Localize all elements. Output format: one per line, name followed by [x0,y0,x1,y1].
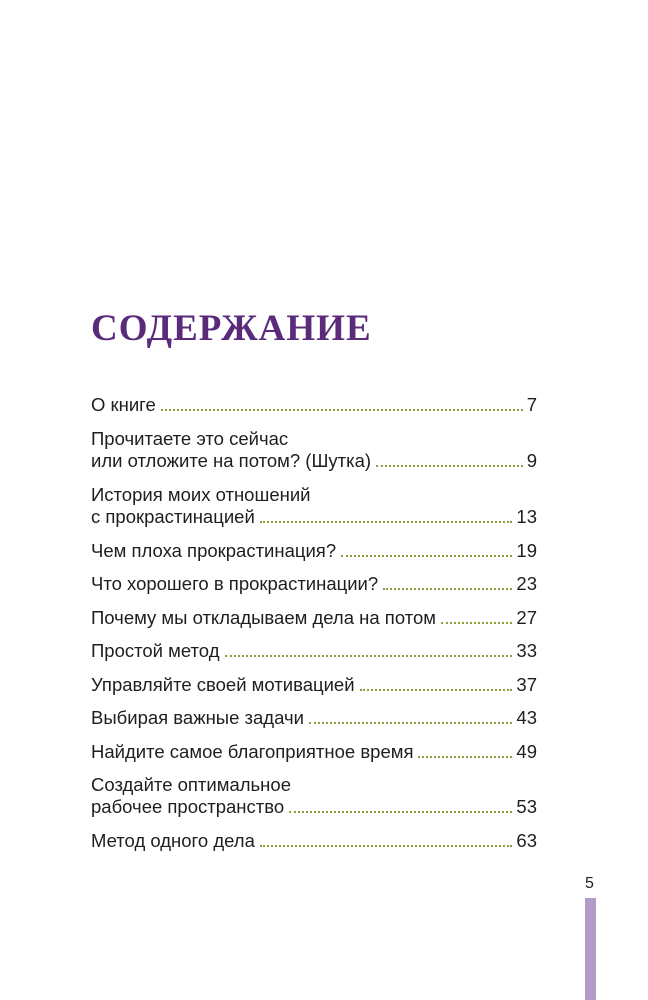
toc-entry-page: 19 [516,539,537,561]
toc-entry-page: 43 [516,707,537,728]
toc-entry-text: рабочее пространство [91,796,285,817]
dot-leader [383,588,512,590]
toc-entry-text: Чем плоха прокрастинация? [91,539,337,561]
toc-list [91,394,537,864]
page-number: 5 [585,875,594,892]
toc-entry-text: Прочитаете это сейчас [91,427,289,449]
dot-leader [260,521,513,523]
dot-leader [260,845,513,847]
toc-entry-text: Метод одного дела [91,830,255,851]
toc-entry[interactable] [91,428,537,472]
toc-entry-text: Создайте оптимальное [91,774,291,795]
toc-entry[interactable] [91,573,537,595]
toc-entry-text: Почему мы откладываем дела на потом [91,606,436,628]
toc-entry-page: 37 [516,673,537,695]
toc-entry-page: 27 [516,606,537,628]
toc-entry[interactable] [91,674,537,696]
toc-entry-text: Управляйте своей мотивацией [91,673,355,695]
toc-entry[interactable] [91,484,537,528]
dot-leader [360,689,513,691]
dot-leader [225,655,513,657]
toc-entry[interactable] [91,394,537,416]
dot-leader [418,756,512,758]
toc-entry[interactable] [91,640,537,662]
toc-entry-text: Выбирая важные задачи [91,707,304,728]
dot-leader [441,622,512,624]
toc-entry[interactable] [91,707,537,729]
toc-entry-text: История моих отношений [91,483,311,505]
toc-entry-page: 13 [516,505,537,527]
toc-entry-page: 33 [516,640,537,661]
dot-leader [309,722,512,724]
toc-title: СОДЕРЖАНИЕ [91,308,372,349]
dot-leader [161,409,523,411]
toc-entry-text: с прокрастинацией [91,505,255,527]
toc-entry-page: 53 [516,796,537,817]
dot-leader [289,811,512,813]
toc-entry[interactable] [91,830,537,852]
toc-entry[interactable] [91,741,537,763]
toc-entry-text: Что хорошего в прокрастинации? [91,573,379,594]
dot-leader [341,555,512,557]
toc-entry-text: Найдите самое благоприятное время [91,740,414,762]
toc-entry-page: 23 [516,573,537,594]
page-edge-tab [585,898,596,1000]
toc-entry-page: 63 [516,830,537,851]
toc-entry-text: или отложите на потом? (Шутка) [91,449,372,471]
toc-entry[interactable] [91,540,537,562]
toc-entry-page: 9 [526,449,537,471]
toc-entry[interactable] [91,774,537,818]
dot-leader [376,465,523,467]
toc-entry-text: О книге [91,394,156,415]
toc-entry[interactable] [91,607,537,629]
toc-entry-page: 7 [526,394,537,415]
toc-entry-page: 49 [516,740,537,762]
toc-entry-text: Простой метод [91,640,220,661]
